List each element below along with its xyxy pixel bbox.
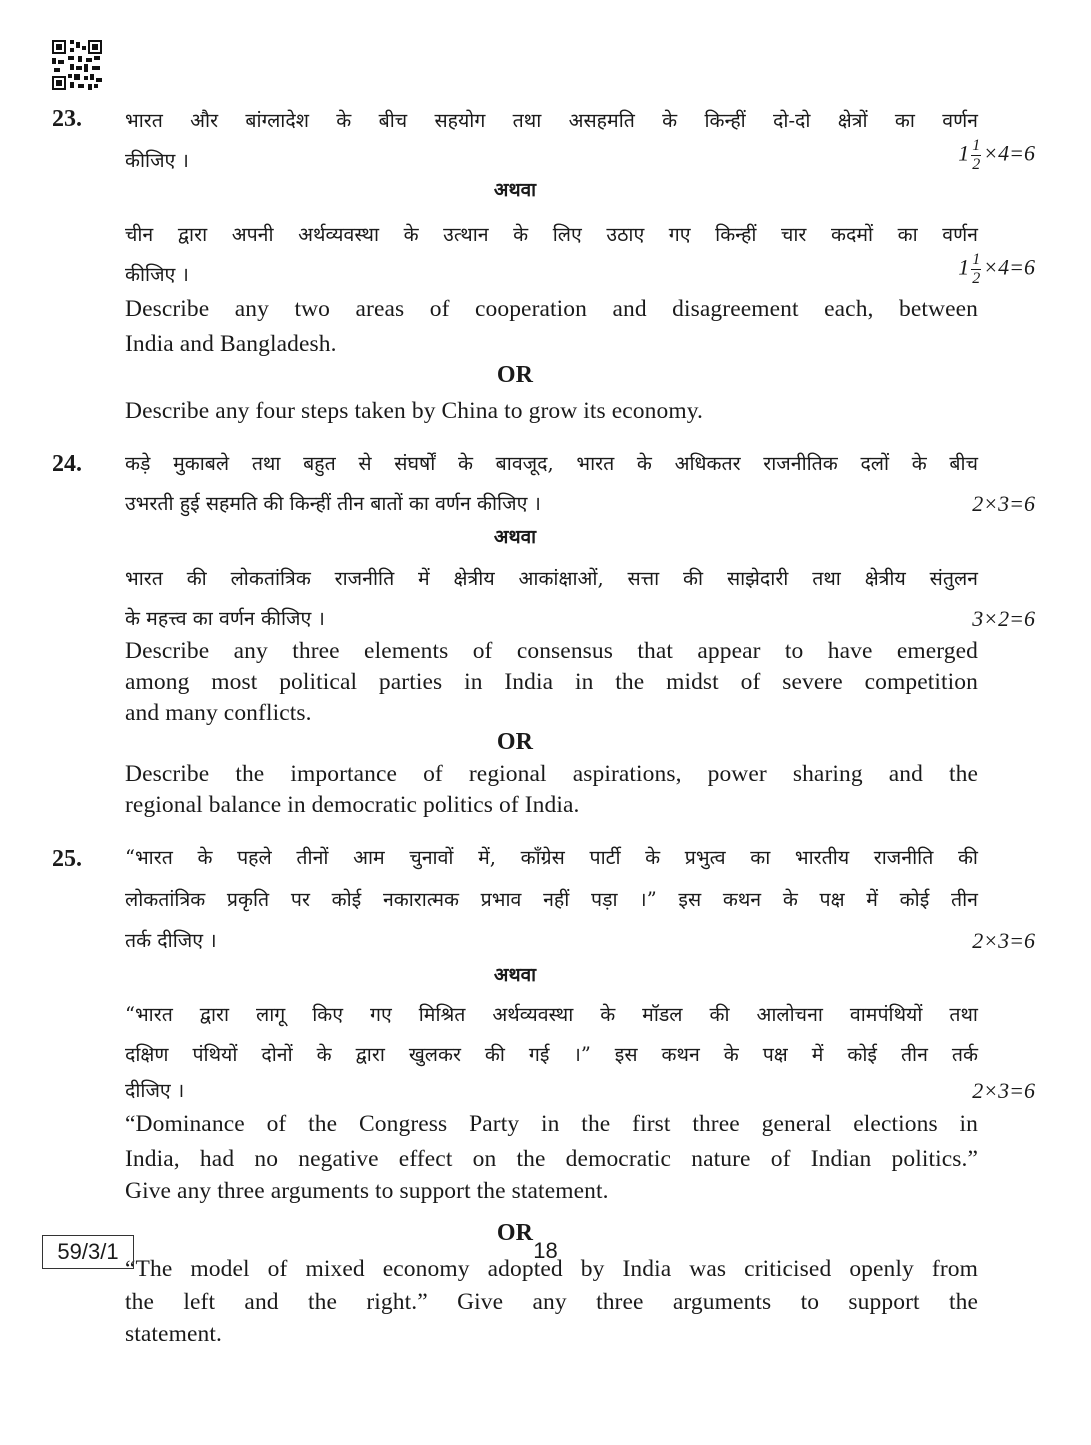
q23-or-english: OR bbox=[496, 362, 534, 388]
q23-english-line-1: Describe any two areas of cooperation and disagreement each, between bbox=[125, 296, 978, 322]
q25-english-line-3: Give any three arguments to support the statement. bbox=[125, 1178, 609, 1204]
paper-code: 59/3/1 bbox=[42, 1235, 134, 1269]
page-number: 18 bbox=[533, 1238, 558, 1263]
q23-or-hindi: अथवा bbox=[493, 179, 537, 201]
q25-english-line-1: “Dominance of the Congress Party in the first three general elections in bbox=[125, 1111, 978, 1137]
q23-hindi-line-1: भारत और बांग्लादेश के बीच सहयोग तथा असहमति के किन्हीं दो-दो क्षेत्रों का वर्णन bbox=[125, 109, 978, 132]
q23-alt-english-line-1: Describe any four steps taken by China to grow its economy. bbox=[125, 398, 704, 424]
q23-english-line-2: India and Bangladesh. bbox=[125, 331, 337, 357]
q23-alt-hindi-line-1: चीन द्वारा अपनी अर्थव्यवस्था के उत्थान के लिए उठाए गए किन्हीं चार कदमों का वर्णन bbox=[125, 223, 978, 246]
q25-alt-hindi-line-3: दीजिए । bbox=[125, 1079, 185, 1102]
q25-english-line-2: India, had no negative effect on the democratic nature of Indian politics.” bbox=[125, 1146, 978, 1172]
q25-alt-english-line-2: the left and the right.” Give any three arguments to support the bbox=[125, 1289, 978, 1315]
q23-alt-marks: 1 $\frac{1}{2}$ ×4=6 bbox=[958, 251, 1035, 287]
q25-marks: 2×3=6 bbox=[972, 928, 1035, 953]
q25-hindi-line-2: लोकतांत्रिक प्रकृति पर कोई नकारात्मक प्रभाव नहीं पड़ा ।” इस कथन के पक्ष में कोई तीन bbox=[125, 888, 978, 911]
q24-alt-marks: 3×2=6 bbox=[972, 606, 1035, 631]
q24-alt-english-line-2: regional balance in democratic politics of India. bbox=[125, 792, 580, 818]
q23-marks: 1 $\frac{1}{2}$ ×4=6 bbox=[958, 137, 1035, 173]
q24-english-line-1: Describe any three elements of consensus that appear to have emerged bbox=[125, 638, 978, 664]
q25-hindi-line-1: “भारत के पहले तीनों आम चुनावों में, कॉंग्रेस पार्टी के प्रभुत्व का भारतीय राजनीति की bbox=[125, 846, 978, 869]
q24-alt-english-line-1: Describe the importance of regional aspirations, power sharing and the bbox=[125, 761, 978, 787]
q25-hindi-line-3: तर्क दीजिए । bbox=[125, 929, 217, 952]
q24-hindi-line-2: उभरती हुई सहमति की किन्हीं तीन बातों का वर्णन कीजिए । bbox=[125, 492, 541, 515]
q25-alt-marks: 2×3=6 bbox=[972, 1078, 1035, 1103]
question-number-25: 25. bbox=[52, 846, 82, 872]
q24-or-english: OR bbox=[496, 729, 534, 755]
q25-alt-english-line-3: statement. bbox=[125, 1321, 222, 1347]
q24-hindi-line-1: कड़े मुकाबले तथा बहुत से संघर्षों के बावजूद, भारत के अधिकतर राजनीतिक दलों के बीच bbox=[125, 452, 978, 475]
q24-english-line-3: and many conflicts. bbox=[125, 700, 312, 726]
question-number-24: 24. bbox=[52, 451, 82, 477]
question-number-23: 23. bbox=[52, 106, 82, 132]
qr-code-icon bbox=[52, 40, 102, 90]
q23-hindi-line-2: कीजिए । bbox=[125, 149, 189, 172]
q25-alt-hindi-line-1: “भारत द्वारा लागू किए गए मिश्रित अर्थव्यवस्था के मॉडल की आलोचना वामपंथियों तथा bbox=[125, 1003, 978, 1026]
q25-alt-hindi-line-2: दक्षिण पंथियों दोनों के द्वारा खुलकर की गई ।” इस कथन के पक्ष में कोई तीन तर्क bbox=[125, 1043, 978, 1066]
q23-alt-hindi-line-2: कीजिए । bbox=[125, 263, 189, 286]
q24-or-hindi: अथवा bbox=[493, 526, 537, 548]
q25-alt-english-line-1: “The model of mixed economy adopted by India was criticised openly from bbox=[125, 1256, 978, 1282]
q24-alt-hindi-line-1: भारत की लोकतांत्रिक राजनीति में क्षेत्रीय आकांक्षाओं, सत्ता की साझेदारी तथा क्षेत्रीय संतुलन bbox=[125, 567, 978, 590]
q24-marks: 2×3=6 bbox=[972, 491, 1035, 516]
q24-alt-hindi-line-2: के महत्त्व का वर्णन कीजिए । bbox=[125, 607, 325, 630]
q25-or-hindi: अथवा bbox=[493, 964, 537, 986]
q24-english-line-2: among most political parties in India in the midst of severe competition bbox=[125, 669, 978, 695]
q25-or-english: OR bbox=[496, 1220, 534, 1246]
